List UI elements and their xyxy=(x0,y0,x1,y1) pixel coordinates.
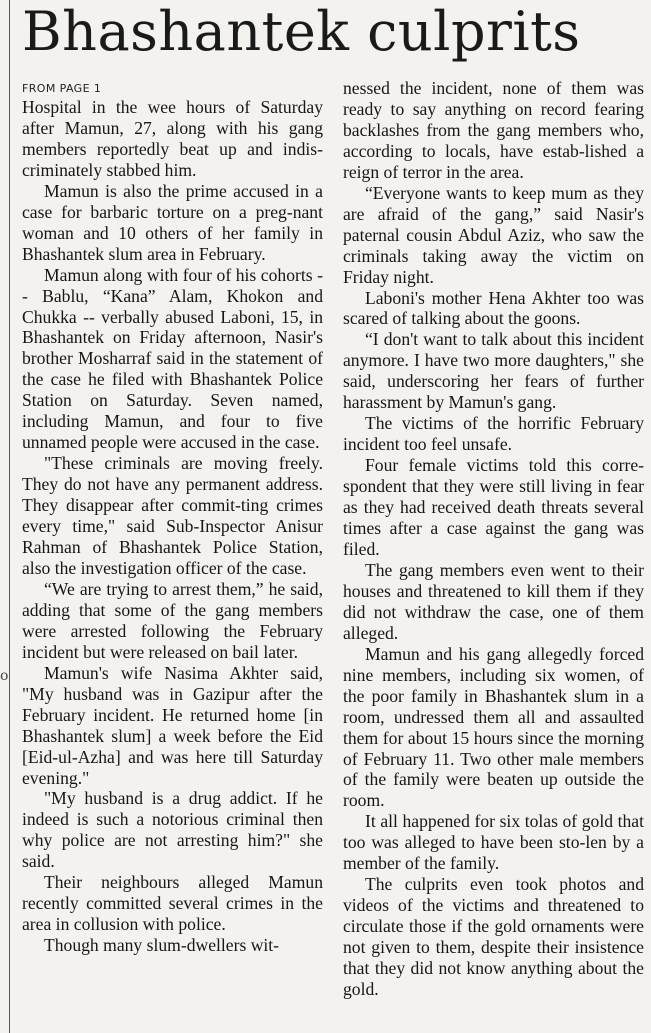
paragraph: The culprits even took photos and videos of the victims and threatened to circulate those if the gold ornaments were not given to them, despite their insistence that they did not know anything about the gold. xyxy=(343,874,644,999)
paragraph: "My husband is a drug addict. If he indeed is such a notorious criminal then why police are not arresting him?" she said. xyxy=(22,788,323,872)
paragraph: Mamun's wife Nasima Akhter said, "My husband was in Gazipur after the February incident. He returned home [in Bhashantek slum] a week before the Eid [Eid-ul-Azha] and was here till Saturday evening." xyxy=(22,662,323,788)
margin-mark: o xyxy=(0,668,9,684)
paragraph: Mamun along with four of his cohorts -- Bablu, “Kana” Alam, Khokon and Chukka -- verbally abused Laboni, 15, in Bhashantek on Friday afternoon, Nasir's brother Mosharraf said in the statement of the case he filed with Bhashantek Police Station on Saturday. Seven named, including Mamun, and four to five unnamed people were accused in the case. xyxy=(22,264,323,453)
paragraph: Laboni's mother Hena Akhter too was scared of talking about the goons. xyxy=(343,287,644,329)
paragraph: “We are trying to arrest them,” he said, adding that some of the gang members were arrested following the February incident but were released on bail later. xyxy=(22,578,323,662)
continuation-kicker: FROM PAGE 1 xyxy=(22,82,102,95)
paragraph: Their neighbours alleged Mamun recently committed several crimes in the area in collusion with police. xyxy=(22,872,323,935)
paragraph: Four female victims told this corre-spondent that they were still living in fear as they had received death threats several times after a case against the gang was filed. xyxy=(343,455,644,559)
paragraph: “Everyone wants to keep mum as they are afraid of the gang,” said Nasir's paternal cousin Abdul Aziz, who saw the criminals taking away the victim on Friday night. xyxy=(343,182,644,287)
paragraph: "These criminals are moving freely. They do not have any permanent address. They disappear after commit-ting crimes every time," said Sub-Inspector Anisur Rahman of Bhashantek Police Station, also the investigation officer of the case. xyxy=(22,453,323,578)
paragraph: Mamun and his gang allegedly forced nine members, including six women, of the poor family in Bhashantek slum in a room, undressed them all and assaulted them for about 15 hours since the morning of February 11. Two other male members of the family were beaten up outside the room. xyxy=(343,643,644,811)
headline: Bhashantek culprits xyxy=(22,0,581,63)
left-column-rule xyxy=(9,0,10,1033)
paragraph: It all happened for six tolas of gold that too was alleged to have been sto-len by a member of the family. xyxy=(343,811,644,874)
paragraph: The gang members even went to their houses and threatened to kill them if they did not withdraw the case, one of them alleged. xyxy=(343,559,644,643)
article-column-1 xyxy=(22,78,323,1033)
article-column-2 xyxy=(343,78,644,1033)
paragraph: “I don't want to talk about this incident anymore. I have two more daughters," she said, underscoring her fears of further harassment by Mamun's gang. xyxy=(343,329,644,413)
paragraph: The victims of the horrific February incident too feel unsafe. xyxy=(343,413,644,455)
paragraph: Hospital in the wee hours of Saturday after Mamun, 27, along with his gang members reportedly beat up and indis-criminately stabbed him. xyxy=(22,97,323,180)
paragraph: nessed the incident, none of them was ready to say anything on record fearing backlashes from the gang members who, according to locals, have estab-lished a reign of terror in the area. xyxy=(343,78,644,182)
paragraph: Though many slum-dwellers wit- xyxy=(44,935,280,956)
paragraph: Mamun is also the prime accused in a case for barbaric torture on a preg-nant woman and 10 others of her family in Bhashantek slum area in February. xyxy=(22,180,323,264)
